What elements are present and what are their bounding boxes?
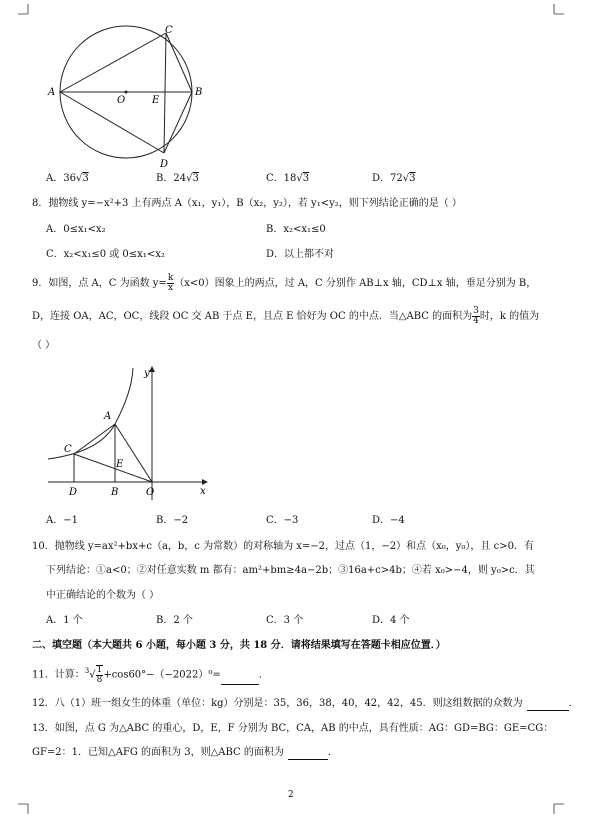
label-graph-e: E <box>116 459 124 470</box>
q10-option-d: D．4 个 <box>372 615 410 626</box>
q9-option-c: C．−3 <box>266 515 299 526</box>
q13-line1: 13．如图，点 G 为△ABC 的重心，D，E，F 分别为 BC，CA，AB 的中点，具有性质：AG：GD=BG：GE=CG： <box>32 723 554 734</box>
q9-option-b: B．−2 <box>156 515 189 526</box>
q7-option-b: B．24√3 <box>156 173 199 184</box>
circle-figure <box>40 22 220 172</box>
q10-option-c: C．3 个 <box>266 615 304 626</box>
label-e: E <box>152 95 160 106</box>
q10-stem-line1: 10．抛物线 y=ax²+bx+c（a，b，c 为常数）的对称轴为 x=−2，过点（1，−2）和点（x₀，y₀），且 c>0．有 <box>32 541 534 552</box>
q9-option-a: A．−1 <box>46 515 78 526</box>
x-arrow-icon <box>202 479 208 485</box>
q10-option-a: A．1 个 <box>46 615 83 626</box>
chord-ac <box>60 33 166 92</box>
q10-option-b: B．2 个 <box>156 615 193 626</box>
hyperbola-curve <box>48 368 133 459</box>
q7-option-c: C．18√3 <box>266 173 310 184</box>
segment-ac <box>74 424 115 454</box>
q11-answer-blank[interactable] <box>221 674 259 685</box>
label-graph-o: O <box>146 487 155 498</box>
q9-stem-line1: 9．如图，点 A，C 为函数 y= $\frac{k}{x}$ （x<0）图象上的两点，过 A，C 分别作 AB⊥x 轴，CD⊥x 轴，垂足分别为 B， <box>32 273 537 293</box>
label-graph-c: C <box>64 444 72 455</box>
chord-cb <box>166 33 192 92</box>
segment-oc <box>74 454 152 482</box>
center-point <box>125 91 128 94</box>
q8-option-a: A．0≤x₁<x₂ <box>46 224 106 235</box>
label-b: B <box>195 87 203 98</box>
hyperbola-figure <box>40 362 220 504</box>
q9-fraction-k-over-x: $\frac{k}{x}$ <box>167 273 174 293</box>
q9-stem-line2: D，连接 OA，AC，OC，线段 OC 交 AB 于点 E，且点 E 恰好为 OC 的中点．当△ABC 的面积为 $\frac{3}{4}$ 时，k 的值为 <box>32 306 540 326</box>
q11-line: 11．计算：$^3$√ $\frac{1}{8}$ +cos60°−（−2022）⁰= ． <box>32 664 269 685</box>
label-d: D <box>160 159 169 170</box>
label-graph-d: D <box>69 487 78 498</box>
q7-option-a: A．36√3 <box>46 173 89 184</box>
q8-option-b: B．x₂<x₁≤0 <box>266 224 326 235</box>
label-c: C <box>165 25 173 36</box>
q8-stem: 8．抛物线 y=−x²+3 上有两点 A（x₁，y₁），B（x₂，y₂），若 y₁<y₂，则下列结论正确的是（ ） <box>32 198 462 209</box>
label-x: x <box>200 486 206 497</box>
q13-answer-blank[interactable] <box>288 749 328 760</box>
label-a: A <box>48 87 56 98</box>
chord-ad <box>60 92 164 153</box>
q10-stem-line2: 下列结论：①a<0；②对任意实数 m 都有：am²+bm≥4a−2b；③16a+c>4b；④若 x₀>−4，则 y₀>c．其 <box>46 565 535 576</box>
q9-fraction-area: $\frac{3}{4}$ <box>473 306 479 326</box>
q8-option-c: C．x₂<x₁≤0 或 0≤x₁<x₂ <box>46 249 165 260</box>
q8-option-d: D．以上都不对 <box>266 249 335 260</box>
label-o: O <box>117 95 126 106</box>
q9-option-d: D．−4 <box>372 515 405 526</box>
segment-oa <box>115 424 152 482</box>
q12-line: 12．八（1）班一组女生的体重（单位：kg）分别是：35，36，38，40，42，42，45．则这组数据的众数为 ． <box>32 698 579 709</box>
q13-line2: GF=2：1．已知△AFG 的面积为 3，则△ABC 的面积为 ． <box>32 747 338 758</box>
page-number: 2 <box>288 790 294 800</box>
y-arrow-icon <box>149 366 155 372</box>
label-graph-b: B <box>111 487 119 498</box>
chord-cd <box>164 33 166 153</box>
section-heading-fill-in: 二、填空题（本大题共 6 小题，每小题 3 分，共 18 分．请将结果填写在答题卡相应位置．） <box>32 640 446 651</box>
q10-stem-line3: 中正确结论的个数为（ ） <box>46 590 160 601</box>
q11-fraction: $\frac{1}{8}$ <box>96 664 103 685</box>
chord-bd <box>164 92 192 153</box>
q7-option-d: D．72√3 <box>372 173 416 184</box>
q12-answer-blank[interactable] <box>527 700 569 711</box>
label-y: y <box>144 368 150 379</box>
q9-stem-line3: （ ） <box>32 340 56 351</box>
label-graph-a: A <box>104 411 112 422</box>
